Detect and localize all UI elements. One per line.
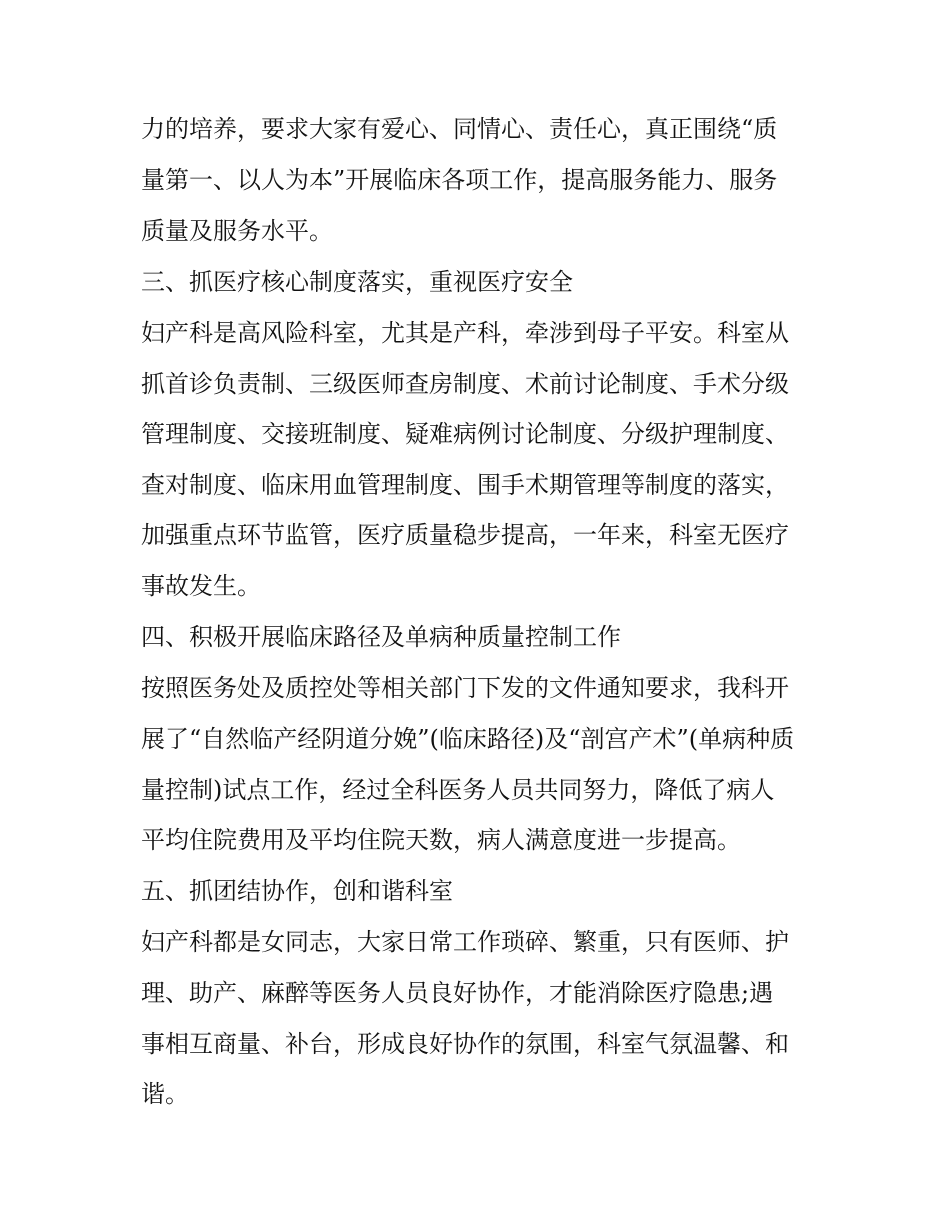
paragraph-line: 展了“自然临产经阴道分娩”(临床路径)及“剖宫产术”(单病种质: [141, 725, 795, 753]
paragraph-line: 事故发生。: [141, 572, 261, 600]
paragraph-line: 量第一、以人为本”开展临床各项工作，提高服务能力、服务: [141, 166, 778, 194]
paragraph-line: 力的培养，要求大家有爱心、同情心、责任心，真正围绕“质: [141, 115, 778, 143]
paragraph-line: 事相互商量、补台，形成良好协作的氛围，科室气氛温馨、和: [141, 1030, 789, 1058]
paragraph-line: 谐。: [141, 1080, 189, 1108]
paragraph-line: 妇产科都是女同志，大家日常工作琐碎、繁重，只有医师、护: [141, 928, 789, 956]
paragraph-line: 按照医务处及质控处等相关部门下发的文件通知要求，我科开: [141, 674, 789, 702]
section-heading: 五、抓团结协作，创和谐科室: [141, 877, 453, 905]
paragraph-line: 查对制度、临床用血管理制度、围手术期管理等制度的落实，: [141, 471, 789, 499]
section-heading: 三、抓医疗核心制度落实，重视医疗安全: [141, 268, 573, 296]
paragraph-line: 管理制度、交接班制度、疑难病例讨论制度、分级护理制度、: [141, 420, 789, 448]
paragraph-line: 量控制)试点工作，经过全科医务人员共同努力，降低了病人: [141, 776, 775, 804]
paragraph-line: 加强重点环节监管，医疗质量稳步提高，一年来，科室无医疗: [141, 521, 789, 549]
paragraph-line: 质量及服务水平。: [141, 217, 333, 245]
section-heading: 四、积极开展临床路径及单病种质量控制工作: [141, 623, 621, 651]
paragraph-line: 抓首诊负责制、三级医师查房制度、术前讨论制度、手术分级: [141, 370, 789, 398]
paragraph-line: 妇产科是高风险科室，尤其是产科，牵涉到母子平安。科室从: [141, 319, 789, 347]
paragraph-line: 理、助产、麻醉等医务人员良好协作，才能消除医疗隐患;遇: [141, 979, 774, 1007]
paragraph-line: 平均住院费用及平均住院天数，病人满意度进一步提高。: [141, 826, 741, 854]
